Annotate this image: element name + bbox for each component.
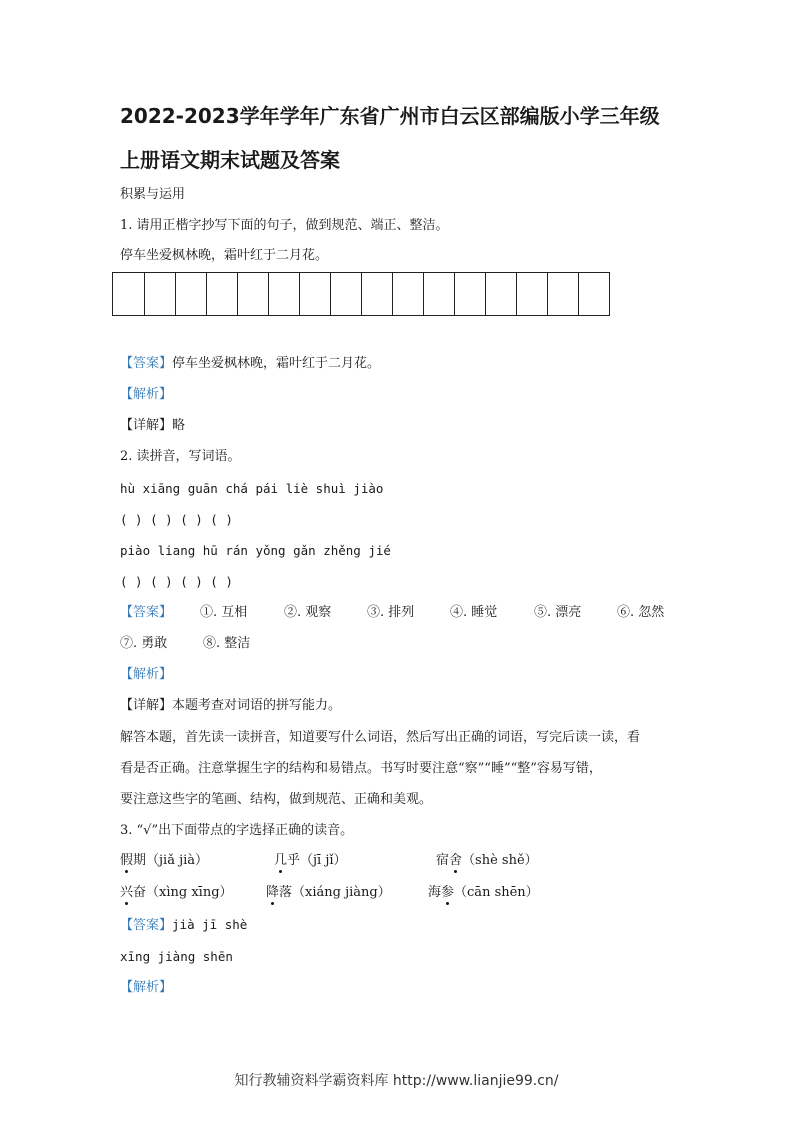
q3-answer [120, 916, 247, 935]
q3-item-5 [266, 884, 391, 902]
q3-answer-line2: xīng jiàng shēn [120, 949, 233, 964]
grid-cell [238, 273, 269, 315]
q2-blanks-row1: ( ) ( ) ( ) ( ) [120, 512, 233, 527]
dotted-char: 假 [120, 853, 134, 868]
q2-pinyin-row2: piào liang hū rán yǒng gǎn zhěng jié [120, 543, 391, 558]
q2-answer-1: ①. 互相 [200, 605, 248, 620]
grid-cell [207, 273, 238, 315]
item-options: （jī jǐ） [300, 853, 347, 868]
q3-item-3 [436, 852, 538, 870]
q3-item-2 [274, 852, 347, 870]
detail-text: 略 [172, 418, 186, 433]
writing-grid [112, 272, 610, 316]
answer-tag: 【答案】 [120, 356, 173, 371]
q2-para2: 看是否正确。注意掌握生字的结构和易错点。书写时要注意“察”“睡”“整”容易写错， [120, 761, 602, 776]
answer-text: 停车坐爱枫林晚，霜叶红于二月花。 [172, 356, 381, 371]
q2-answer-tag: 【答案】 [120, 605, 173, 620]
q1-answer [120, 355, 380, 373]
item-post: 期 [133, 853, 147, 868]
item-post: 乎 [287, 853, 301, 868]
dotted-char: 兴 [120, 885, 134, 900]
section-heading: 积累与运用 [120, 187, 186, 202]
q2-answer-7: ⑦. 勇敢 [120, 636, 168, 651]
q2-pinyin-row1: hù xiāng guān chá pái liè shuì jiào [120, 481, 384, 496]
q2-answer-6: ⑥. 忽然 [617, 605, 665, 620]
q3-item-4 [120, 884, 233, 902]
q3-item-6 [428, 884, 539, 902]
item-options: （shè shě） [462, 853, 538, 868]
q2-detail [120, 697, 341, 715]
item-post: 奋 [133, 885, 147, 900]
q1-sentence: 停车坐爱枫林晚，霜叶红于二月花。 [120, 248, 329, 263]
grid-cell [548, 273, 579, 315]
doc-title-line2: 上册语文期末试题及答案 [120, 148, 340, 172]
q2-answer-2: ②. 观察 [284, 605, 332, 620]
item-pre: 宿 [436, 853, 450, 868]
item-options: （xìng xīng） [146, 885, 233, 900]
grid-cell [176, 273, 207, 315]
detail-text: 本题考查对词语的拼写能力。 [172, 698, 342, 713]
q2-para1: 解答本题，首先读一读拼音，知道要写什么词语，然后写出正确的词语，写完后读一读，看 [120, 730, 641, 745]
item-options: （cān shēn） [454, 885, 539, 900]
q3-prompt: 3. “√”出下面带点的字选择正确的读音。 [120, 823, 354, 838]
detail-tag: 【详解】 [120, 418, 173, 433]
detail-tag: 【详解】 [120, 698, 173, 713]
q2-blanks-row2: ( ) ( ) ( ) ( ) [120, 574, 233, 589]
grid-cell [455, 273, 486, 315]
page-footer: 知行教辅资料学霸资料库 http://www.lianjie99.cn/ [234, 1073, 559, 1089]
answer-tag: 【答案】 [120, 918, 173, 933]
q1-detail [120, 417, 185, 435]
q2-analysis-tag: 【解析】 [120, 667, 173, 682]
q2-answer-5: ⑤. 漂亮 [534, 605, 582, 620]
doc-title-line1: 2022-2023学年学年广东省广州市白云区部编版小学三年级 [120, 104, 660, 128]
grid-cell [517, 273, 548, 315]
grid-cell [269, 273, 300, 315]
q3-item-1 [120, 852, 208, 870]
q2-answer-3: ③. 排列 [367, 605, 415, 620]
grid-cell [300, 273, 331, 315]
dotted-char: 舍 [449, 853, 463, 868]
grid-cell [424, 273, 455, 315]
q2-prompt: 2. 读拼音，写词语。 [120, 449, 241, 464]
item-options: （jiǎ jià） [146, 853, 209, 868]
grid-cell [362, 273, 393, 315]
q2-answer-8: ⑧. 整洁 [203, 636, 251, 651]
q1-analysis-tag: 【解析】 [120, 387, 173, 402]
dotted-char: 降 [266, 885, 280, 900]
grid-cell [331, 273, 362, 315]
item-post: 落 [279, 885, 293, 900]
grid-cell [145, 273, 176, 315]
dotted-char: 几 [274, 853, 288, 868]
dotted-char: 参 [441, 885, 455, 900]
grid-cell [113, 273, 145, 315]
item-pre: 海 [428, 885, 442, 900]
q2-para3: 要注意这些字的笔画、结构，做到规范、正确和美观。 [120, 792, 433, 807]
grid-cell [393, 273, 424, 315]
grid-cell [579, 273, 610, 315]
item-options: （xiáng jiàng） [292, 885, 391, 900]
grid-cell [486, 273, 517, 315]
q2-answer-4: ④. 睡觉 [450, 605, 498, 620]
q3-analysis-tag: 【解析】 [120, 980, 173, 995]
answer-line1: jià jī shè [172, 917, 248, 932]
q1-prompt: 1. 请用正楷字抄写下面的句子，做到规范、端正、整洁。 [120, 218, 449, 233]
